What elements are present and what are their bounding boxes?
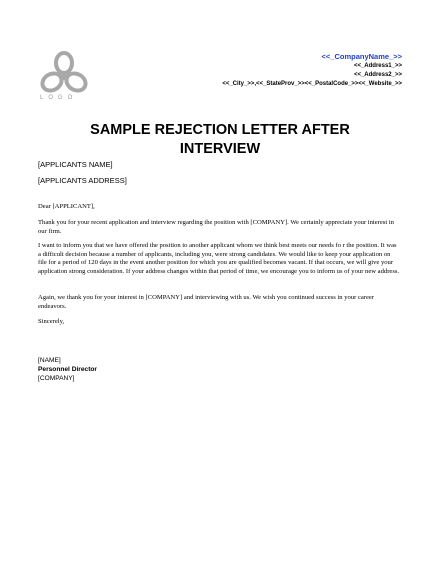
closing <box>38 318 400 327</box>
title-line-2: INTERVIEW <box>179 141 261 157</box>
closing-text: Sincerely, <box>38 318 65 325</box>
salutation-text: Dear [APPLICANT], <box>38 203 95 210</box>
page-title <box>0 121 440 159</box>
paragraph-1 <box>38 219 400 236</box>
signature-block <box>38 357 97 383</box>
company-name: <<_CompanyName_>> <box>321 52 402 61</box>
signer-company: [COMPANY] <box>38 374 75 382</box>
title-line-1: SAMPLE REJECTION LETTER AFTER <box>90 122 350 138</box>
address-line-1: <<_Address1_>> <box>353 63 402 69</box>
address-line-2: <<_Address2_>> <box>353 72 402 78</box>
signer-name: [NAME] <box>38 357 61 364</box>
signer-title: Personnel Director <box>38 365 97 373</box>
paragraph-3 <box>38 294 400 311</box>
company-header <box>222 51 402 89</box>
applicant-name: [APPLICANTS NAME] <box>38 160 113 169</box>
paragraph-2 <box>38 242 400 276</box>
applicant-address: [APPLICANTS ADDRESS] <box>38 176 127 185</box>
salutation <box>38 203 400 212</box>
logo-text: LOGO <box>40 95 78 101</box>
paragraph-3-text: Again, we thank you for your interest in [COMPANY] and interviewing with us. We wish you continued success in your career endeavors. <box>38 294 375 310</box>
paragraph-2-text: I want to inform you that we have offered the position to another applicant whom we think best meets our needs fo r the position. It was a difficult decision because a number of applicants, including you, were strong candidates. We would like to keep your application on file for a period of 120 days in the event another position for which you are qualified becomes vacant. If that occurs, we will give your application strong consideration. If your address changes within that period of time, we encourage you to inform us of your new address. <box>38 242 400 275</box>
city-line: <<_City_>>,<<_StateProv_>><<_PostalCode_>><<_Website_>> <box>222 81 402 87</box>
paragraph-1-text: Thank you for your recent application and interview regarding the position with [COMPANY]. We certainly appreciate your interest in our firm. <box>38 219 394 235</box>
